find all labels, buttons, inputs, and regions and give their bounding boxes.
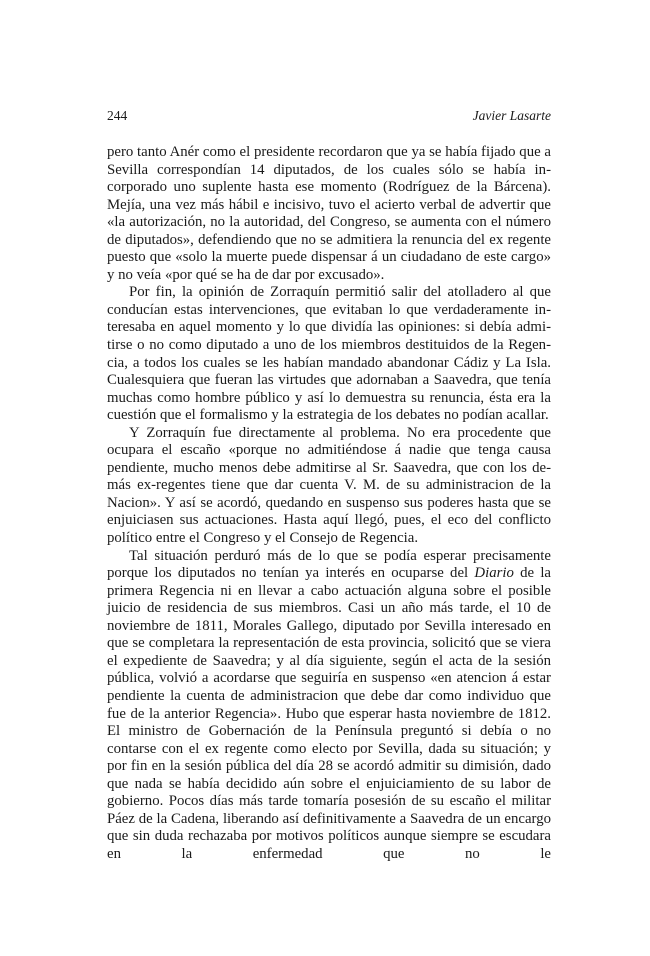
paragraph-2: Por fin, la opinión de Zorraquín permitió salir del atolladero al que conducían estas intervenciones, que evitaban lo que verdaderamente interesaba en aquel momento y lo que dividía las opiniones: si debía admitirse o no como diputado a uno de los miembros destituidos de la Regencia, a todos los cuales se les habían mandado abandonar Cádiz y La Isla. Cualesquiera que fueran las virtudes que adornaban a Saavedra, que tenía muchas como hombre público y así lo demuestra su renuncia, ésta era la cuestión que el formalismo y la estrategia de los debates no podían acallar.	[107, 284, 551, 424]
book-page	[107, 108, 551, 863]
paragraph-1: pero tanto Anér como el presidente recordaron que ya se había fijado que a Sevilla correspondían 14 diputados, de los cuales sólo se había incorporado uno suplente hasta ese momento (Rodríguez de la Bárcena). Mejía, una vez más hábil e incisivo, tuvo el acierto verbal de advertir que «la autorización, no la autoridad, del Congreso, se aumenta con el número de diputados», defendiendo que no se admitiera la renuncia del ex regente puesto que «solo la muerte puede dispensar á un ciudadano de este cargo» y no veía «por qué se ha de dar por excusado».	[107, 144, 551, 283]
paragraph-4	[107, 548, 551, 864]
page-number: 244	[107, 108, 128, 123]
paragraph-4-part-1: Tal situación perduró más de lo que se podía esperar precisamente porque los diputados no tenían ya interés en ocuparse del	[107, 547, 551, 582]
paragraph-4-part-2: de la primera Regencia ni en llevar a cabo actuación alguna sobre el posible juicio de residencia de sus miembros. Casi un año más tarde, el 10 de noviembre de 1811, Morales Gallego, diputado por Sevilla interesado en que se completara la representación de esta provincia, solicitó que se viera el expediente de Saavedra; y al día siguiente, según el acta de la sesión pública, volvió a acordarse que seguiría en suspenso «en atencion á estar pendiente la cuenta de administracion que debe dar como individuo que fue de la anterior Regencia». Hubo que esperar hasta noviembre de 1812. El ministro de Gobernación de la Península preguntó si debía o no contarse con el ex regente como electo por Sevilla, dada su situación; y por fin en la sesión pública del día 28 se acordó admitir su dimisión, dado que nada se había decidido aún sobre el enjuiciamiento de su labor de gobierno. Pocos días más tarde tomaría posesión de su escaño el militar Páez de la Cadena, liberando así definitivamente a Saavedra de un encargo que sin duda rechazaba por motivos políticos aunque siempre se escudara en la enfermedad que no le	[107, 565, 552, 862]
paragraph-3: Y Zorraquín fue directamente al problema. No era procedente que ocupara el escaño «porque no admitiéndose á nadie que tenga causa pendiente, mucho menos debe admitirse al Sr. Saavedra, que con los demás ex-regentes tiene que dar cuenta V. M. de su administracion de la Nacion». Y así se acordó, quedando en suspenso sus poderes hasta que se enjuiciasen sus actuaciones. Hasta aquí llegó, pues, el eco del conflicto político entre el Congreso y el Consejo de Regencia.	[107, 424, 551, 547]
body-text	[107, 144, 551, 863]
italic-title-diario: Diario	[474, 565, 514, 582]
running-head: Javier Lasarte	[472, 108, 551, 123]
page-header	[107, 108, 551, 128]
